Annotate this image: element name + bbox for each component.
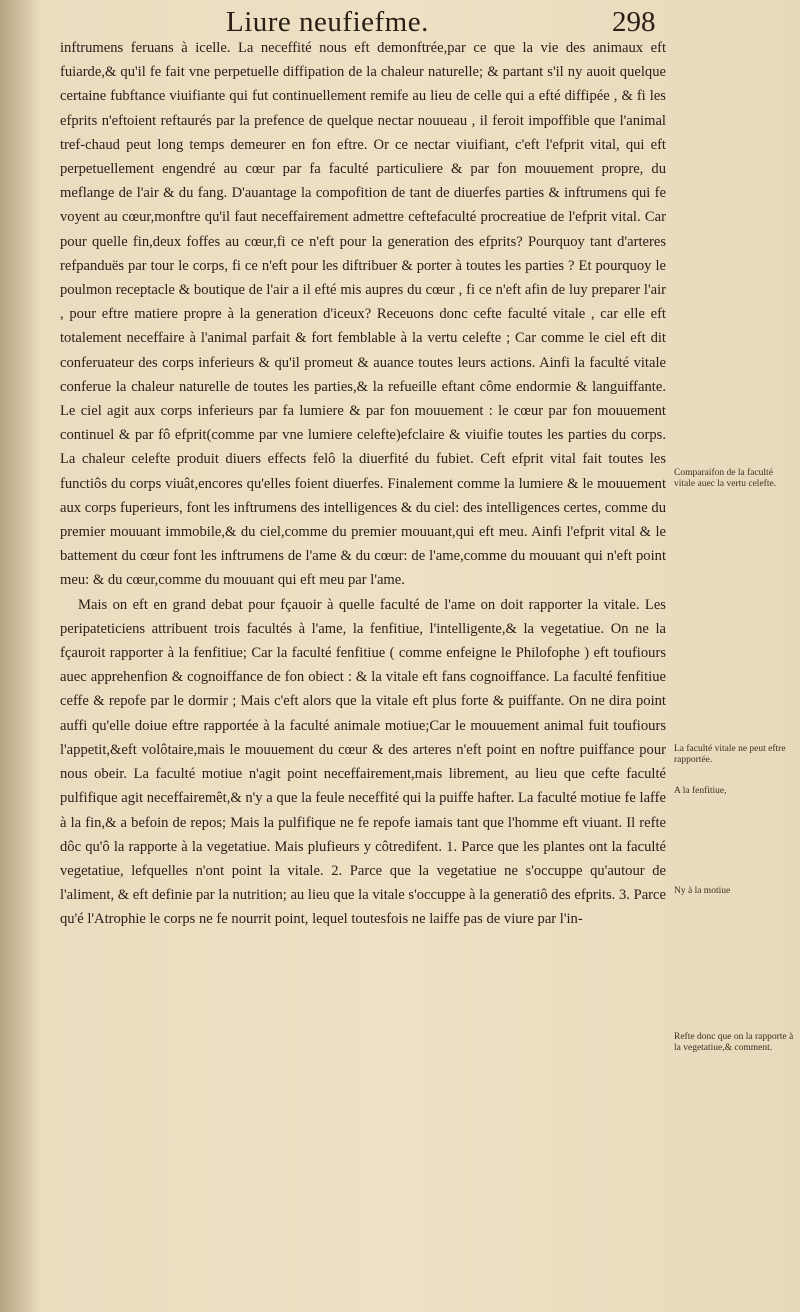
- margin-note-comparaison: Comparaifon de la faculté vitale auec la vertu celefte.: [674, 468, 777, 489]
- margin-note-sensitive: A la fenfitiue,: [674, 786, 727, 796]
- margin-note-faculte-vitale: La faculté vitale ne peut eftre rapportée.: [674, 744, 786, 765]
- margin-note-motive: Ny à la motiue: [674, 886, 731, 896]
- paragraph-1: inftrumens feruans à icelle. La neceffité nous eft demonftrée,par ce que la vie des animaux eft fuiarde,& qu'il fe fait vne perpetuelle diffipation de la chaleur naturelle; & partant s'il ny auoit quelque certaine fubftance viuifiante qui fut continuellement remife au lieu de celle qui a efté diffipée , & fi les efprits n'eftoient reftaurés par la prefence de quelque nectar nouueau , il feroit impoffible que l'animal tref-chaud peut long temps demeurer en fon eftre. Or ce nectar viuifiant, c'eft l'efprit vital, qui eft perpetuellement engendré au cœur par fa faculté particuliere & par fon mouuement propre, du meflange de l'air & du fang. D'auantage la compofition de tant de diuerfes parties & inftrumens qui fe voyent au cœur,monftre qu'il faut neceffairement admettre ceftefaculté procreatiue de l'efprit vital. Car pour quelle fin,deux foffes au cœur,fi ce n'eft pour la generation des efprits? Pourquoy tant d'arteres refpanduës par tour le corps, fi ce n'eft pour les diftribuer & porter à toutes les parties ? Et pourquoy le poulmon receptacle & boutique de l'air a il efté mis aupres du cœur , fi ce n'eft afin de luy preparer l'air , pour eftre matiere propre à la generation d'iceux? Receuons donc cefte faculté vitale , car elle eft totalement neceffaire à l'animal parfait & fort femblable à la vertu celefte ; Car comme le ciel eft dit conferuateur des corps inferieurs & qu'il promeut & auance toutes leurs actions. Ainfi la faculté vitale conferue la chaleur naturelle de toutes les parties,& la refueille eftant côme endormie & languiffante. Le ciel agit aux corps inferieurs par fa lumiere & par fon mouuement : le cœur par fon mouuement continuel & par fô efprit(comme par vne lumiere celefte)efclaire & viuifie toutes les parties du corps. La chaleur celefte produit diuers effects felô la diuerfité du fubiet. Ceft efprit vital fait toutes les functiôs du corps viuât,encores qu'elles foient diuerfes. Finalement comme la lumiere & le mouuement aux corps fuperieurs, font les inftrumens des intelligences & du ciel: des intelligences certes, comme du premier mouuant immobile,& du ciel,comme du premier mouuant,qui eft meu. Ainfi l'efprit vital & le battement du cœur font les inftrumens de l'ame & du cœur: de l'ame,comme du mouuant qui n'eft point meu: & du cœur,comme du mouuant qui eft meu par l'ame.: [60, 40, 666, 589]
- gutter-shadow: [0, 0, 40, 1312]
- margin-note-vegetative: Refte donc que on la rapporte à la vegetatiue,& comment.: [674, 1032, 794, 1053]
- body-text: [60, 36, 666, 932]
- paragraph-2: Mais on eft en grand debat pour fçauoir à quelle faculté de l'ame on doit rapporter la vitale. Les peripateticiens attribuent trois facultés à l'ame, la fenfitiue, l'intelligente,& la vegetatiue. On ne la fçauroit rapporter à la fenfitiue; Car la faculté fenfitiue ( comme enfeigne le Philofophe ) eft toufiours auec apprehenfion & cognoiffance de fon obiect : & la vitale eft fans cognoiffance. La faculté fenfitiue ceffe & repofe par le dormir ; Mais c'eft alors que la vitale eft plus forte & puiffante. On ne dira point auffi qu'elle doiue eftre rapportée à la faculté animale motiue;Car le mouuement animal fuit toufiours l'appetit,&eft volôtaire,mais le mouuement du cœur & des arteres n'eft point en noftre puiffance pour nous obeir. La faculté motiue n'agit point neceffairement,mais librement, au lieu que cefte faculté pulfifique agit neceffairemêt,& n'y a que la feule neceffité qui la puiffe hafter. La faculté motiue fe laffe à la fin,& a befoin de repos; Mais la pulfifique ne fe repofe iamais tant que l'homme eft viuant. Il refte dôc qu'ô la rapporte à la vegetatiue. Mais plufieurs y côtredifent. 1. Parce que les plantes ont la faculté vegetatiue, lefquelles n'ont point la vitale. 2. Parce que la vegetatiue ne s'occuppe qu'autour de l'aliment, & eft definie par la nutrition; au lieu que la vitale s'occuppe à la generatiô des efprits. 3. Parce qu'é l'Atrophie le corps ne fe nourrit point, lequel toutesfois ne laiffe pas de viure par l'in-: [60, 596, 666, 928]
- running-title: Liure neufiefme.: [226, 6, 429, 38]
- page-number: 298: [612, 6, 656, 38]
